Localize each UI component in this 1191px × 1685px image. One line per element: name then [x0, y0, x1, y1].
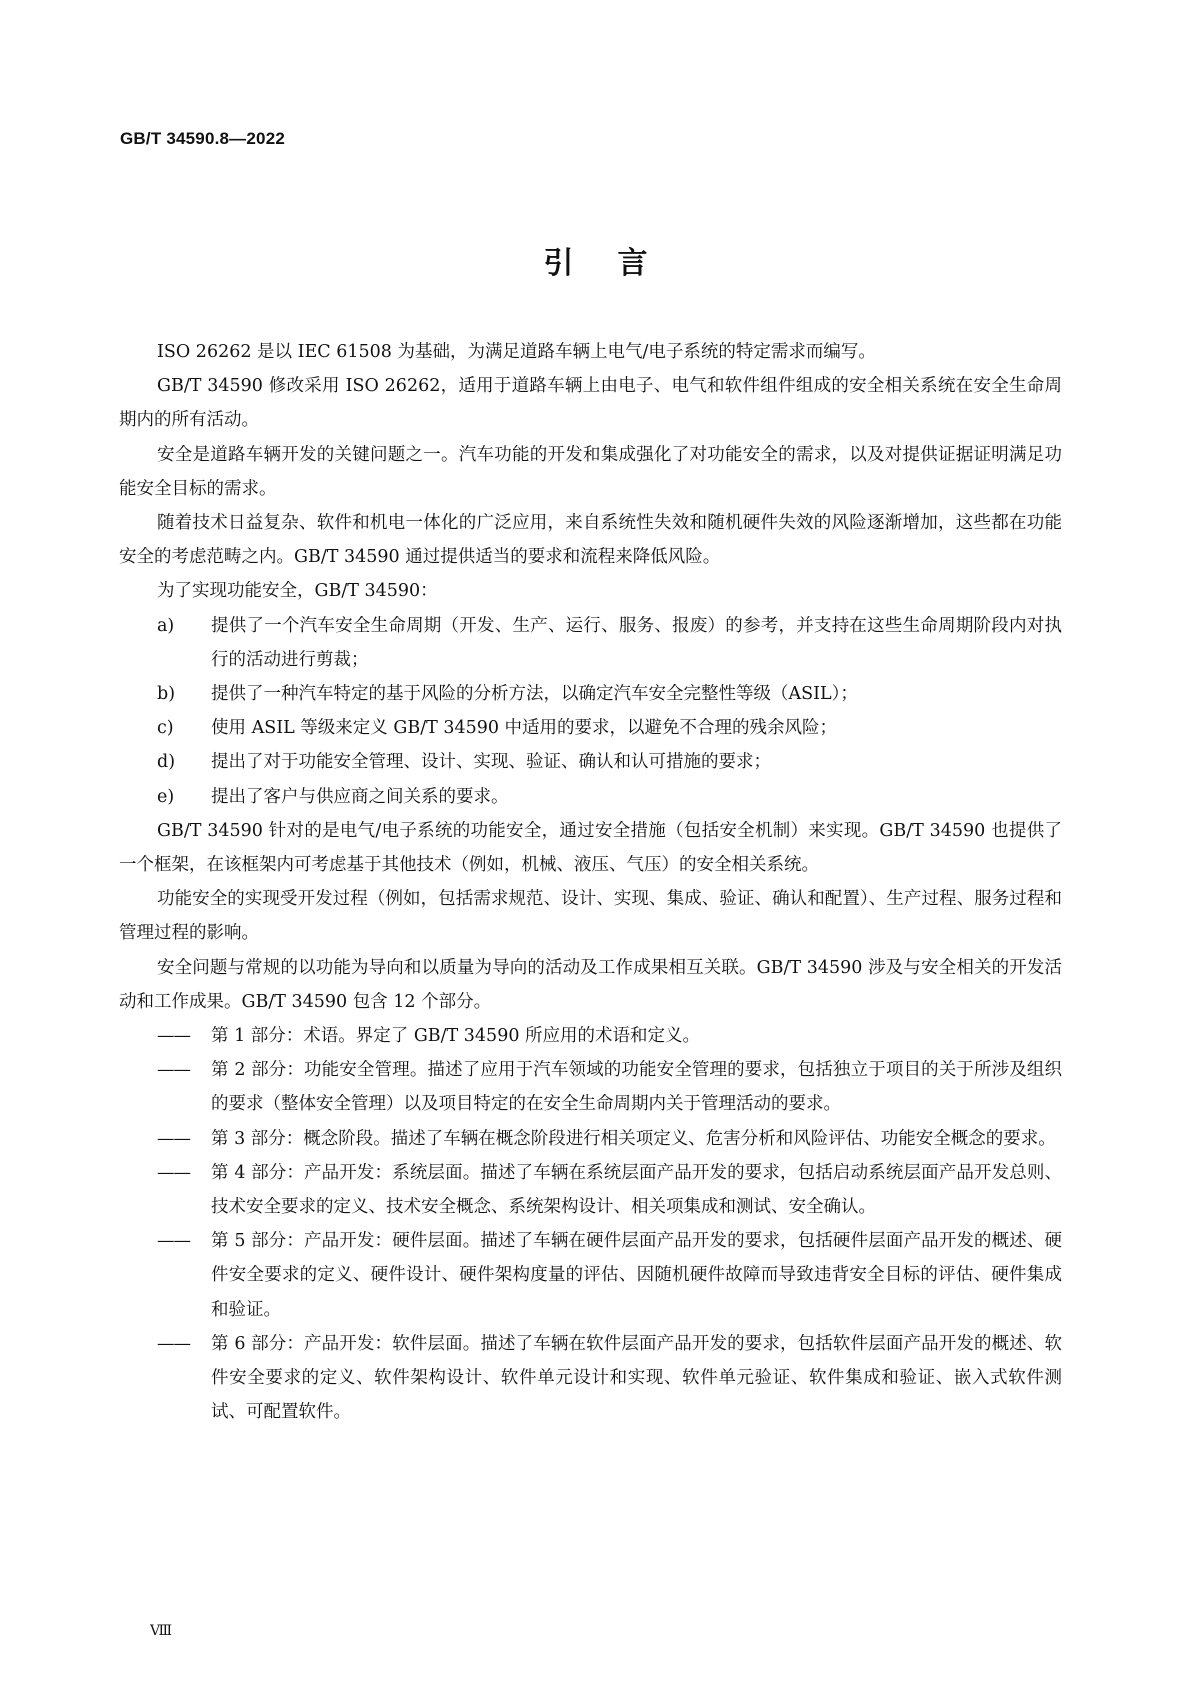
list-item-label: b)	[157, 684, 176, 705]
body-paragraph: 安全问题与常规的以功能为导向和以质量为导向的活动及工作成果相互关联。GB/T 34590 涉及与安全相关的开发活动和工作成果。GB/T 34590 包含 12 个部分。	[119, 957, 1062, 1012]
list-item-label: d)	[157, 752, 176, 773]
list-item-text: 提出了客户与供应商之间关系的要求。	[211, 786, 509, 807]
intro-paragraph: 为了实现功能安全，GB/T 34590：	[157, 581, 438, 602]
list-item	[119, 677, 1062, 711]
part-dash: ——	[157, 1162, 190, 1183]
part-text: 第 1 部分：术语。界定了 GB/T 34590 所应用的术语和定义。	[211, 1026, 701, 1047]
part-item	[119, 1156, 1062, 1224]
part-text: 第 2 部分：功能安全管理。描述了应用于汽车领域的功能安全管理的要求，包括独立于项目的关于所涉及组织的要求（整体安全管理）以及项目特定的在安全生命周期内关于管理活动的要求。	[211, 1060, 1062, 1115]
part-text: 第 3 部分：概念阶段。描述了车辆在概念阶段进行相关项定义、危害分析和风险评估、功能安全概念的要求。	[211, 1128, 1056, 1149]
part-dash: ——	[157, 1060, 190, 1081]
part-dash: ——	[157, 1026, 190, 1047]
list-item	[119, 711, 1062, 745]
list-item-label: a)	[157, 615, 175, 636]
intro-paragraph: 安全是道路车辆开发的关键问题之一。汽车功能的开发和集成强化了对功能安全的需求，以及对提供证据证明满足功能安全目标的需求。	[119, 444, 1062, 499]
part-item	[119, 1019, 1062, 1053]
part-item	[119, 1122, 1062, 1156]
list-item-text: 提供了一种汽车特定的基于风险的分析方法，以确定汽车安全完整性等级（ASIL）；	[211, 684, 858, 705]
part-text: 第 6 部分：产品开发：软件层面。描述了车辆在软件层面产品开发的要求，包括软件层面产品开发的概述、软件安全要求的定义、软件架构设计、软件单元设计和实现、软件单元验证、软件集成和验证、嵌入式软件测试、可配置软件。	[211, 1333, 1062, 1423]
list-item	[119, 780, 1062, 814]
body-content	[119, 335, 1062, 1430]
part-text: 第 5 部分：产品开发：硬件层面。描述了车辆在硬件层面产品开发的要求，包括硬件层面产品开发的概述、硬件安全要求的定义、硬件设计、硬件架构度量的评估、因随机硬件故障而导致违背安全目标的评估、硬件集成和验证。	[211, 1231, 1062, 1320]
page-number: Ⅷ	[150, 1623, 173, 1639]
intro-paragraph: ISO 26262 是以 IEC 61508 为基础，为满足道路车辆上电气/电子系统的特定需求而编写。	[157, 342, 876, 362]
part-text: 第 4 部分：产品开发：系统层面。描述了车辆在系统层面产品开发的要求，包括启动系统层面产品开发总则、技术安全要求的定义、技术安全概念、系统架构设计、相关项集成和测试、安全确认。	[211, 1162, 1062, 1218]
intro-paragraph: GB/T 34590 修改采用 ISO 26262，适用于道路车辆上由电子、电气和软件组件组成的安全相关系统在安全生命周期内的所有活动。	[119, 376, 1062, 431]
intro-paragraph: 随着技术日益复杂、软件和机电一体化的广泛应用，来自系统性失效和随机硬件失效的风险逐渐增加，这些都在功能安全的考虑范畴之内。GB/T 34590 通过提供适当的要求和流程来降低风险。	[119, 513, 1062, 568]
body-paragraph: GB/T 34590 针对的是电气/电子系统的功能安全，通过安全措施（包括安全机制）来实现。GB/T 34590 也提供了一个框架，在该框架内可考虑基于其他技术（例如，机械、液压、气压）的安全相关系统。	[119, 820, 1062, 876]
list-item	[119, 745, 1062, 779]
part-dash: ——	[157, 1333, 190, 1354]
body-paragraph: 功能安全的实现受开发过程（例如，包括需求规范、设计、实现、集成、验证、确认和配置）、生产过程、服务过程和管理过程的影响。	[119, 889, 1062, 944]
part-item	[119, 1053, 1062, 1121]
list-item-label: c)	[157, 718, 174, 739]
list-item-text: 提供了一个汽车安全生命周期（开发、生产、运行、服务、报废）的参考，并支持在这些生命周期阶段内对执行的活动进行剪裁；	[211, 615, 1062, 670]
list-item-label: e)	[157, 786, 175, 807]
part-dash: ——	[157, 1128, 190, 1149]
part-item	[119, 1224, 1062, 1327]
document-code: GB/T 34590.8—2022	[120, 129, 285, 148]
page-title: 引言	[543, 246, 692, 281]
part-item	[119, 1327, 1062, 1430]
list-item	[119, 609, 1062, 677]
list-item-text: 使用 ASIL 等级来定义 GB/T 34590 中适用的要求，以避免不合理的残余风险；	[211, 718, 838, 739]
list-item-text: 提出了对于功能安全管理、设计、实现、验证、确认和认可措施的要求；	[211, 752, 771, 773]
part-dash: ——	[157, 1231, 190, 1252]
